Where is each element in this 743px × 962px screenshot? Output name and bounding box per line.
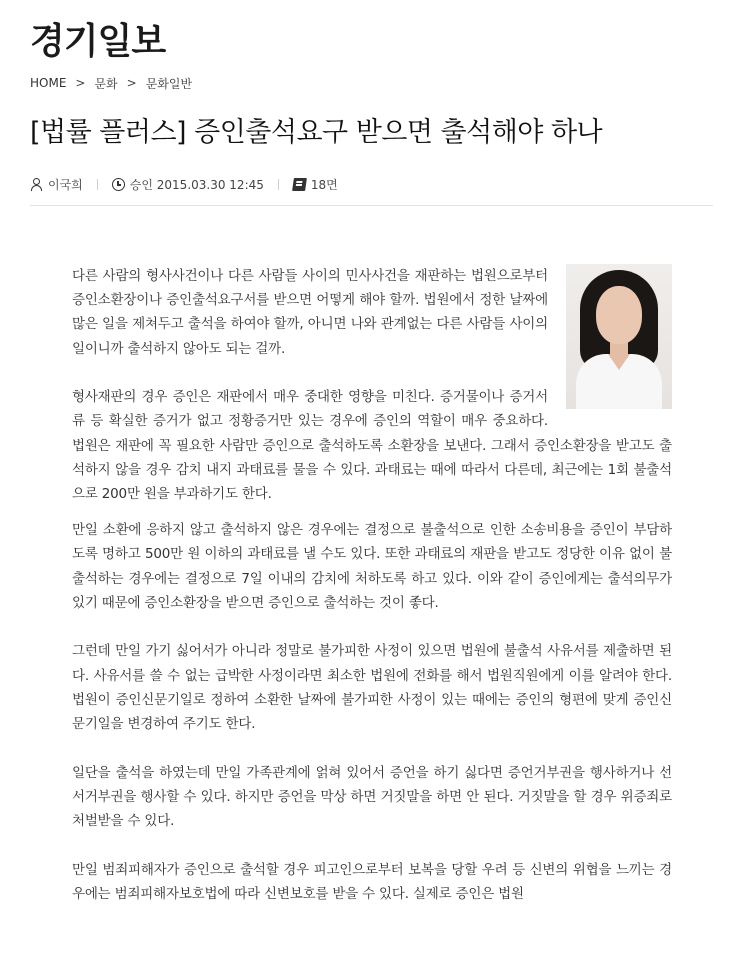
publish-date: 승인 2015.03.30 12:45 [129, 177, 264, 192]
article-title: [법률 플러스] 증인출석요구 받으면 출석해야 하나 [30, 117, 603, 148]
site-logo[interactable]: 경기일보 [30, 21, 166, 62]
meta-divider [97, 179, 98, 190]
date-info [112, 176, 264, 193]
breadcrumb-home[interactable]: HOME [30, 76, 67, 90]
author-photo [566, 264, 672, 409]
clock-icon [112, 178, 125, 191]
chevron-right-icon: > [75, 76, 86, 90]
author-info [30, 176, 83, 193]
paragraph: 다른 사람의 형사사건이나 다른 사람들 사이의 민사사건을 재판하는 법원으로부터 증인소환장이나 증인출석요구서를 받으면 어떻게 해야 할까. 법원에서 정한 날짜에 많은 일을 제쳐두고 출석을 하여야 할까, 아니면 나와 관계없는 다른 사람들 사이의 일이니까 출석하지 않아도 되는 걸까. [72, 268, 548, 357]
paragraph: 일단을 출석을 하였는데 만일 가족관계에 얽혀 있어서 증언을 하기 싫다면 증언거부권을 행사하거나 선서거부권을 행사할 수 있다. 하지만 증언을 막상 하면 거짓말을 하면 안 된다. 거짓말을 할 경우 위증죄로 처벌받을 수 있다. [72, 764, 672, 830]
chevron-right-icon: > [126, 76, 137, 90]
header-divider [30, 205, 713, 206]
paragraph: 만일 범죄피해자가 증인으로 출석할 경우 피고인으로부터 보복을 당할 우려 등 신변의 위협을 느끼는 경우에는 범죄피해자보호법에 따라 신변보호를 받을 수 있다. 실제로 증인은 법원 [72, 861, 672, 902]
newspaper-icon [292, 178, 307, 191]
article-meta [30, 174, 338, 194]
author-name[interactable]: 이국희 [48, 177, 83, 192]
print-page: 18면 [310, 177, 338, 192]
breadcrumb-culture-general[interactable]: 문화일반 [145, 76, 193, 91]
paragraph: 만일 소환에 응하지 않고 출석하지 않은 경우에는 결정으로 불출석으로 인한 소송비용을 증인이 부담하도록 명하고 500만 원 이하의 과태료를 낼 수도 있다. 또한 과태료의 재판을 받고도 정당한 이유 없이 불출석하는 경우에는 결정으로 7일 이내의 감치에 처하도록 하고 있다. 이와 같이 증인에게는 출석의무가 있기 때문에 증인소환장을 받으면 증인으로 출석하는 것이 좋다. [72, 522, 672, 611]
paragraph: 그런데 만일 가기 싫어서가 아니라 정말로 불가피한 사정이 있으면 법원에 불출석 사유서를 제출하면 된다. 사유서를 쓸 수 없는 급박한 사정이라면 최소한 법원에 전화를 해서 법원직원에게 이를 알려야 한다. 법원이 증인신문기일로 정하여 소환한 날짜에 불가피한 사정이 있는 때에는 증인의 형편에 맞게 증인신문기일을 변경하여 주기도 한다. [72, 643, 672, 733]
page-info [293, 176, 338, 193]
meta-divider [278, 179, 279, 190]
article-body [72, 264, 672, 930]
breadcrumb [30, 74, 192, 92]
user-icon [30, 178, 43, 191]
breadcrumb-culture[interactable]: 문화 [94, 76, 118, 91]
paragraph: 형사재판의 경우 증인은 재판에서 매우 중대한 영향을 미친다. 증거물이나 증거서류 등 확실한 증거가 없고 정황증거만 있는 경우에 증인의 역할이 매우 중요하다. 법원은 재판에 꼭 필요한 사람만 증인으로 출석하도록 소환장을 보낸다. 그래서 증인소환장을 받고도 출석하지 않을 경우 감치 내지 과태료를 물을 수 있다. 과태료는 때에 따라서 다른데, 최근에는 1회 불출석으로 200만 원을 부과하기도 한다. [72, 389, 672, 503]
